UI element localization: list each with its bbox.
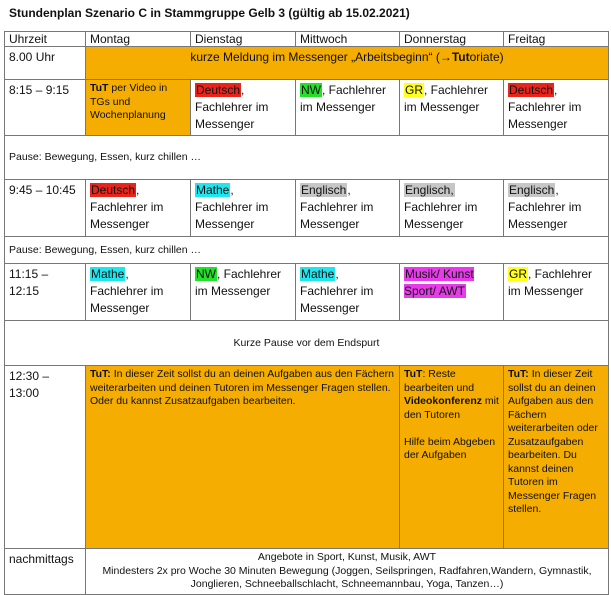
subject-englisch: Englisch,	[405, 183, 454, 197]
page-title: Stundenplan Szenario C in Stammgruppe Gelb 3 (gültig ab 15.02.2021)	[9, 6, 410, 20]
cell-text: , Fachlehrer im Messenger	[300, 267, 374, 315]
meldung-bold: Tut	[451, 50, 470, 64]
pause-row	[5, 237, 609, 264]
subject-deutsch: Deutsch	[509, 83, 554, 97]
row-lesson-1	[5, 80, 609, 136]
subject-mathe: Mathe	[196, 183, 230, 197]
cell-thursday	[400, 180, 504, 237]
header-tuesday: Dienstag	[191, 32, 296, 47]
tut-label: TuT:	[508, 368, 529, 380]
afternoon-line-1: Angebote in Sport, Kunst, Musik, AWT	[257, 551, 437, 563]
subject-gr: GR	[509, 267, 527, 281]
header-thursday: Donnerstag	[400, 32, 504, 47]
pause-text: Pause: Bewegung, Essen, kurz chillen …	[5, 136, 609, 180]
afternoon-line-2: Mindesters 2x pro Woche 30 Minuten Bewegung (Joggen, Seilspringen, Radfahren,Wandern, Gymnastik, Jonglieren, Schneeballschlacht, Schneemannbau, Yoga, Tanzen…)	[102, 564, 592, 590]
cell-wednesday	[296, 264, 400, 321]
cell-thursday	[400, 264, 504, 321]
timetable	[4, 31, 609, 595]
afternoon-cell	[86, 549, 609, 595]
cell-wednesday	[296, 80, 400, 136]
header-monday: Montag	[86, 32, 191, 47]
row-lesson-2	[5, 180, 609, 237]
cell-mon-wed	[86, 366, 400, 549]
cell-text: , Fachlehrer im Messenger	[508, 267, 593, 298]
subject-deutsch: Deutsch	[91, 183, 136, 197]
cell-friday	[504, 180, 609, 237]
meldung-cell	[86, 47, 609, 80]
cell-text: , Fachlehrer im Messenger	[508, 183, 582, 231]
cell-thursday	[400, 366, 504, 549]
cell-friday	[504, 80, 609, 136]
cell-text: , Fachlehrer im Messenger	[195, 267, 282, 298]
cell-tuesday	[191, 264, 296, 321]
subject-mathe: Mathe	[91, 267, 125, 281]
pause-text: Pause: Bewegung, Essen, kurz chillen …	[5, 237, 609, 264]
cell-text: , Fachlehrer im Messenger	[90, 267, 164, 315]
meldung-text-end: oriate)	[469, 50, 504, 64]
row-afternoon	[5, 549, 609, 595]
pause-text: Kurze Pause vor dem Endspurt	[5, 321, 609, 366]
cell-thursday	[400, 80, 504, 136]
pause-row	[5, 321, 609, 366]
header-wednesday: Mittwoch	[296, 32, 400, 47]
cell-text: , Fachlehrer im Messenger	[195, 83, 269, 131]
time-cell: 9:45 – 10:45	[5, 180, 86, 237]
cell-text: , Fachlehrer im Messenger	[404, 83, 489, 114]
time-cell: 8.00 Uhr	[5, 47, 86, 80]
meldung-text: kurze Meldung im Messenger „Arbeitsbeginn“ (	[190, 50, 440, 64]
cell-text: Fachlehrer im Messenger	[404, 200, 478, 231]
subject-nw: NW	[196, 267, 216, 281]
cell-text: , Fachlehrer im Messenger	[300, 83, 387, 114]
row-meldung	[5, 47, 609, 80]
cell-tuesday	[191, 180, 296, 237]
cell-text: In dieser Zeit sollst du an deinen Aufgaben aus den Fächern weiterarbeiten oder Zusatzaufgaben bearbeiten. Du kannst deinen Tutoren im Messenger Fragen stellen.	[508, 368, 598, 515]
cell-text: mit den Tutoren	[404, 395, 499, 421]
header-time: Uhrzeit	[5, 32, 86, 47]
tut-label: TuT	[90, 82, 109, 94]
tut-label: TuT:	[90, 368, 111, 380]
header-row	[5, 32, 609, 47]
cell-text: : Reste bearbeiten und	[404, 368, 475, 394]
time-cell: 8:15 – 9:15	[5, 80, 86, 136]
time-cell: nachmittags	[5, 549, 86, 595]
cell-monday	[86, 80, 191, 136]
cell-friday	[504, 264, 609, 321]
row-lesson-3	[5, 264, 609, 321]
subject-mathe: Mathe	[301, 267, 335, 281]
subject-deutsch: Deutsch	[196, 83, 241, 97]
cell-text: per Video in TGs und Wochenplanung	[90, 82, 168, 121]
cell-wednesday	[296, 180, 400, 237]
cell-text: , Fachlehrer im Messenger	[195, 183, 269, 231]
cell-text: , Fachlehrer im Messenger	[90, 183, 164, 231]
arrow-icon: →	[439, 50, 452, 64]
cell-monday	[86, 180, 191, 237]
tut-label: TuT	[404, 368, 423, 380]
cell-text: In dieser Zeit sollst du an deinen Aufgaben aus den Fächern weiterarbeiten und deinen Tutoren im Messenger Fragen stellen. Oder du kannst Zusatzaufgaben bearbeiten.	[90, 368, 394, 407]
cell-text: , Fachlehrer im Messenger	[508, 83, 582, 131]
subject-musik-kunst: Musik/ Kunst Sport/ AWT	[404, 267, 474, 298]
pause-row	[5, 136, 609, 180]
cell-monday	[86, 264, 191, 321]
header-friday: Freitag	[504, 32, 609, 47]
time-cell: 12:30 – 13:00	[5, 366, 86, 549]
subject-englisch: Englisch	[301, 183, 347, 197]
cell-friday	[504, 366, 609, 549]
cell-text: , Fachlehrer im Messenger	[300, 183, 374, 231]
cell-tuesday	[191, 80, 296, 136]
subject-nw: NW	[301, 83, 321, 97]
videokonferenz-label: Videokonferenz	[404, 395, 482, 407]
row-lesson-4	[5, 366, 609, 549]
subject-gr: GR	[405, 83, 423, 97]
cell-text-extra: Hilfe beim Abgeben der Aufgaben	[404, 435, 496, 461]
time-cell: 11:15 – 12:15	[5, 264, 86, 321]
subject-englisch: Englisch	[509, 183, 555, 197]
